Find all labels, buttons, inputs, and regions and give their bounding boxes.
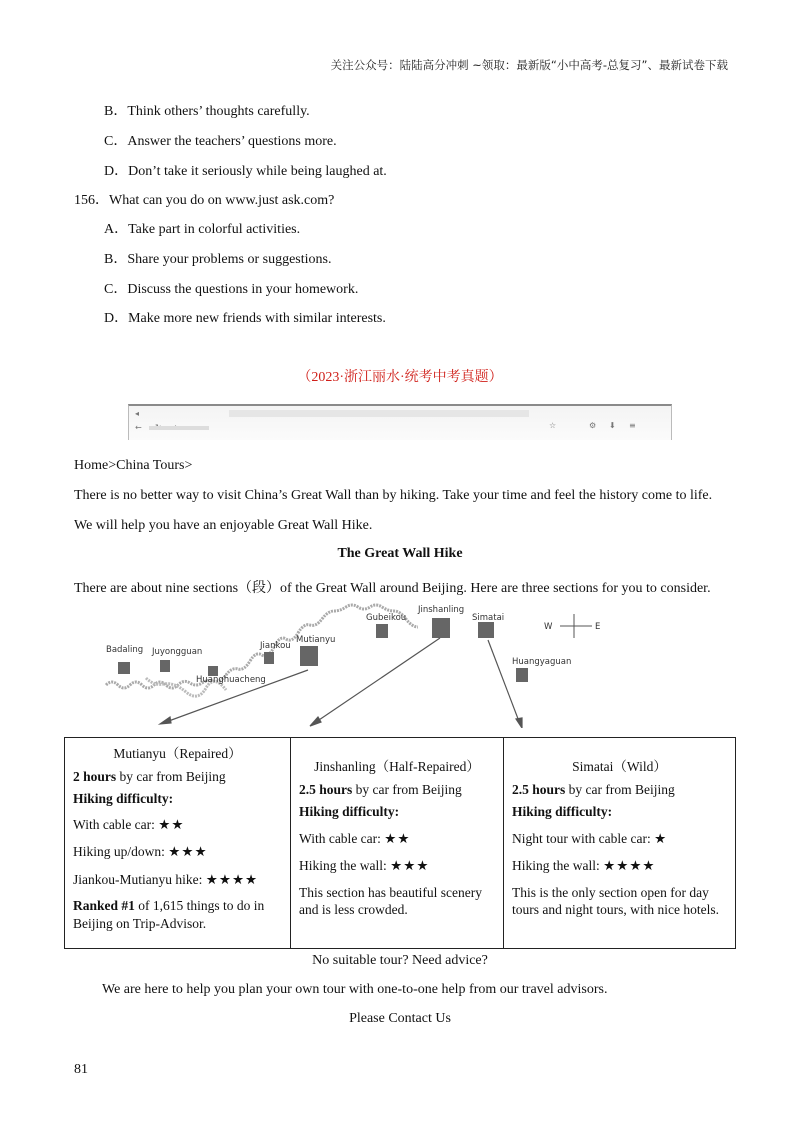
difficulty-label: Hiking difficulty:: [512, 804, 613, 820]
address-bar: [229, 410, 529, 417]
arrow-jinshanling: [316, 638, 440, 722]
page-header: 关注公众号：陆陆高分冲刺 ~领取：最新版“小中高考-总复习”、最新试卷下载: [330, 58, 728, 72]
sections-intro: There are about nine sections（段）of the Great Wall around Beijing. Here are three sections for you to consider.: [74, 581, 711, 596]
help-line: We are here to help you plan your own tour with one-to-one help from our travel advisors.: [102, 982, 608, 997]
breadcrumb: Home>China Tours>: [74, 458, 193, 473]
page-title: The Great Wall Hike: [337, 546, 463, 561]
difficulty-item: Night tour with cable car: ★: [512, 830, 668, 846]
compass-w: W: [544, 622, 553, 632]
tour-cell-mutianyu: [65, 738, 291, 949]
map-label-jinshanling: Jinshanling: [418, 605, 465, 615]
tower-badaling: [118, 662, 130, 674]
difficulty-item: Hiking the wall: ★★★★: [512, 858, 656, 874]
arrow-left-icon: ←: [135, 423, 142, 432]
tower-gubeikou: [376, 624, 388, 638]
tower-mutianyu: [300, 646, 318, 666]
tour-time: 2.5 hours by car from Beijing: [299, 781, 462, 797]
arrowhead-simatai: [516, 718, 522, 728]
map-label-huangyaguan: Huangyaguan: [512, 657, 572, 667]
tour-time: 2 hours by car from Beijing: [73, 768, 226, 784]
tower-simatai: [478, 622, 494, 638]
tour-name: Mutianyu（Repaired）: [113, 746, 242, 761]
tour-time: 2.5 hours by car from Beijing: [512, 781, 675, 797]
difficulty-item: Hiking the wall: ★★★: [299, 858, 430, 874]
tours-table: [64, 737, 736, 949]
tower-jiankou: [264, 652, 274, 664]
intro-line-1: There is no better way to visit China’s Great Wall than by hiking. Take your time and feel the history come to life.: [74, 488, 713, 503]
tour-cell-simatai: [504, 738, 736, 949]
map-label-huanghuacheng: Huanghuacheng: [196, 675, 266, 685]
tower-huangyaguan: [516, 668, 528, 682]
tour-note: This is the only section open for day tours and night tours, with nice hotels.: [512, 884, 719, 918]
tour-name: Simatai（Wild）: [572, 759, 667, 774]
arrowhead-jinshanling: [310, 717, 321, 726]
q155-option-c: C．Answer the teachers’ questions more.: [104, 134, 337, 149]
q156-stem: 156．What can you do on www.just ask.com?: [74, 193, 335, 208]
difficulty-item: With cable car: ★★: [73, 816, 185, 832]
tour-note: This section has beautiful scenery and is less crowded.: [299, 884, 482, 918]
tour-note: Ranked #1 of 1,615 things to do in Beijing on Trip-Advisor.: [73, 898, 265, 931]
tab-strip: [149, 426, 209, 430]
difficulty-item: Hiking up/down: ★★★: [73, 844, 208, 860]
settings-icon: ⚙: [589, 421, 597, 430]
contact-link[interactable]: Please Contact Us: [349, 1011, 451, 1026]
q156-option-c: C．Discuss the questions in your homework.: [104, 282, 359, 297]
difficulty-label: Hiking difficulty:: [73, 791, 174, 807]
arrowhead-mutianyu: [160, 717, 171, 724]
tower-juyongguan: [160, 660, 170, 672]
exam-source: （2023·浙江丽水·统考中考真题）: [297, 370, 503, 385]
download-icon: ⬇: [609, 421, 616, 430]
map-label-gubeikou: Gubeikou: [366, 613, 407, 623]
difficulty-item: Jiankou-Mutianyu hike: ★★★★: [73, 871, 259, 887]
q156-option-a: A．Take part in colorful activities.: [104, 222, 301, 237]
advice-line: No suitable tour? Need advice?: [312, 953, 488, 968]
map-label-mutianyu: Mutianyu: [296, 635, 336, 645]
tour-cell-jinshanling: [291, 738, 504, 949]
tour-name: Jinshanling（Half-Repaired）: [314, 759, 480, 774]
q155-option-d: D．Don’t take it seriously while being laughed at.: [104, 164, 387, 179]
map-label-juyongguan: Juyongguan: [152, 647, 203, 657]
q156-option-b: B．Share your problems or suggestions.: [104, 252, 332, 267]
browser-bar-image: [128, 404, 672, 440]
map-label-badaling: Badaling: [106, 645, 144, 655]
intro-line-2: We will help you have an enjoyable Great Wall Hike.: [74, 518, 373, 533]
difficulty-label: Hiking difficulty:: [299, 804, 400, 820]
compass-e: E: [595, 622, 601, 632]
tower-jinshanling: [432, 618, 450, 638]
back-icon: ◂: [135, 409, 140, 418]
difficulty-item: With cable car: ★★: [299, 830, 411, 846]
star-icon: ☆: [549, 421, 557, 430]
q156-option-d: D．Make more new friends with similar interests.: [104, 311, 386, 326]
page-number: 81: [74, 1062, 88, 1077]
map-label-simatai: Simatai: [472, 613, 505, 623]
q155-option-b: B．Think others’ thoughts carefully.: [104, 104, 310, 119]
arrow-simatai: [488, 640, 520, 724]
map-label-jiankou: Jiankou: [260, 641, 291, 651]
great-wall-map: [96, 600, 616, 728]
menu-icon: ≡: [629, 421, 636, 430]
